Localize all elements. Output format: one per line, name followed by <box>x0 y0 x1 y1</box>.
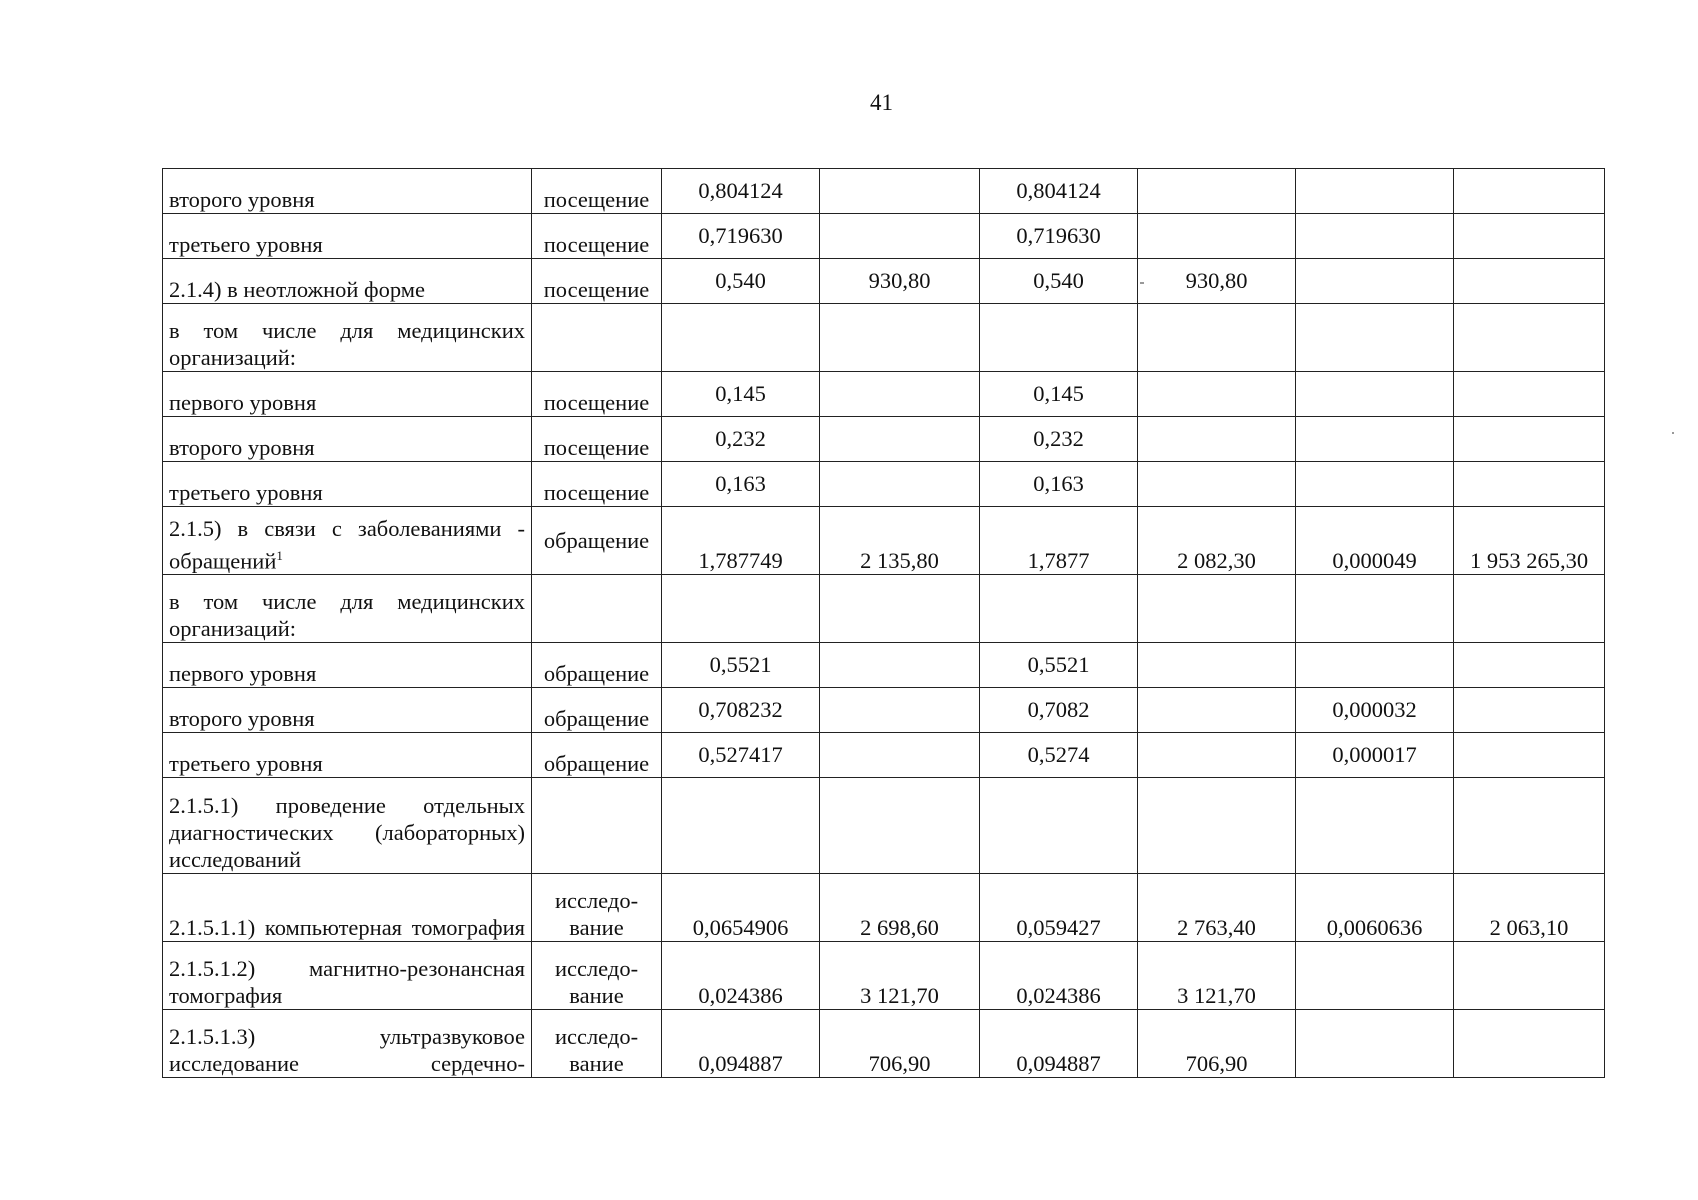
row-unit: посещение <box>532 169 662 214</box>
row-unit: посещение <box>532 259 662 304</box>
row-name: третьего уровня <box>163 214 532 259</box>
cell-value <box>662 778 820 874</box>
table-row <box>163 942 1605 1010</box>
row-name-text: 2.1.5) в связи с заболеваниями - обращений <box>169 515 525 573</box>
row-unit <box>532 575 662 643</box>
cell-value <box>820 304 980 372</box>
row-name: 2.1.5.1.3) ультразвуковое исследование сердечно- <box>163 1010 532 1078</box>
table-row <box>163 778 1605 874</box>
row-unit <box>532 304 662 372</box>
cell-value <box>1138 214 1296 259</box>
cell-value: 3 121,70 <box>820 942 980 1010</box>
cell-value <box>662 575 820 643</box>
cell-value: 0,145 <box>980 372 1138 417</box>
row-name: второго уровня <box>163 417 532 462</box>
row-name: в том числе для медицинских организаций: <box>163 575 532 643</box>
cell-value <box>1454 778 1605 874</box>
table-row <box>163 259 1605 304</box>
cell-value <box>1296 942 1454 1010</box>
row-unit: обращение <box>532 688 662 733</box>
cell-value: 0,804124 <box>980 169 1138 214</box>
row-unit: посещение <box>532 372 662 417</box>
cell-value: 1 953 265,30 <box>1454 507 1605 575</box>
table-row <box>163 304 1605 372</box>
row-unit: посещение <box>532 214 662 259</box>
cell-value: 0,5521 <box>980 643 1138 688</box>
cell-value: 0,000017 <box>1296 733 1454 778</box>
row-unit <box>532 778 662 874</box>
cell-value <box>1454 372 1605 417</box>
cell-value <box>1454 575 1605 643</box>
cell-value: 930,80 <box>1138 259 1296 304</box>
cell-value <box>1296 778 1454 874</box>
row-name: первого уровня <box>163 643 532 688</box>
cell-value: 1,787749 <box>662 507 820 575</box>
row-name: 2.1.5.1) проведение отдельных диагностических (лабораторных) исследований <box>163 778 532 874</box>
cell-value: 2 698,60 <box>820 874 980 942</box>
cell-value <box>1296 214 1454 259</box>
cell-value: 930,80 <box>820 259 980 304</box>
cell-value: 706,90 <box>1138 1010 1296 1078</box>
cell-value: 0,145 <box>662 372 820 417</box>
cell-value <box>1138 643 1296 688</box>
cell-value <box>820 643 980 688</box>
page-number: 41 <box>870 90 893 115</box>
cell-value <box>1138 372 1296 417</box>
cell-value <box>1454 643 1605 688</box>
table-row <box>163 372 1605 417</box>
cell-value <box>1138 304 1296 372</box>
cell-value <box>1138 733 1296 778</box>
cell-value <box>1454 259 1605 304</box>
cell-value: 0,527417 <box>662 733 820 778</box>
table-row <box>163 214 1605 259</box>
table-row <box>163 874 1605 942</box>
cell-value: 0,094887 <box>980 1010 1138 1078</box>
cell-value: 0,719630 <box>662 214 820 259</box>
cell-value <box>1454 462 1605 507</box>
cell-value <box>1296 259 1454 304</box>
row-name: в том числе для медицинских организаций: <box>163 304 532 372</box>
row-name: 2.1.5.1.1) компьютерная томография <box>163 874 532 942</box>
scan-artifact-dot <box>1672 432 1674 434</box>
cell-value <box>662 304 820 372</box>
cell-value <box>980 778 1138 874</box>
cell-value <box>820 688 980 733</box>
cell-value: 2 082,30 <box>1138 507 1296 575</box>
cell-value <box>1454 733 1605 778</box>
row-name: третьего уровня <box>163 733 532 778</box>
row-unit: исследо- вание <box>532 1010 662 1078</box>
row-unit: исследо- вание <box>532 942 662 1010</box>
table-row <box>163 688 1605 733</box>
row-unit: обращение <box>532 733 662 778</box>
cell-value: 0,024386 <box>662 942 820 1010</box>
cell-value: 0,540 <box>662 259 820 304</box>
row-name <box>163 507 532 575</box>
cell-value <box>1454 304 1605 372</box>
cell-value <box>980 575 1138 643</box>
cell-value <box>1296 417 1454 462</box>
cell-value <box>1296 304 1454 372</box>
table-row <box>163 169 1605 214</box>
cell-value <box>980 304 1138 372</box>
cell-value <box>1454 417 1605 462</box>
cell-value: 0,5274 <box>980 733 1138 778</box>
cell-value: 0,163 <box>980 462 1138 507</box>
cell-value <box>1454 1010 1605 1078</box>
cell-value: 0,232 <box>980 417 1138 462</box>
row-name: второго уровня <box>163 169 532 214</box>
scan-artifact-dash <box>1140 282 1144 284</box>
table-row <box>163 643 1605 688</box>
cell-value <box>1296 372 1454 417</box>
data-table <box>162 168 1605 1078</box>
cell-value <box>1296 169 1454 214</box>
cell-value: 0,7082 <box>980 688 1138 733</box>
footnote-marker: 1 <box>276 547 283 563</box>
cell-value: 2 135,80 <box>820 507 980 575</box>
cell-value: 0,000032 <box>1296 688 1454 733</box>
row-name: 2.1.5.1.2) магнитно-резонансная томография <box>163 942 532 1010</box>
cell-value <box>820 372 980 417</box>
row-unit: посещение <box>532 462 662 507</box>
cell-value: 0,094887 <box>662 1010 820 1078</box>
cell-value <box>1454 688 1605 733</box>
cell-value <box>1296 1010 1454 1078</box>
cell-value: 0,024386 <box>980 942 1138 1010</box>
cell-value: 0,719630 <box>980 214 1138 259</box>
cell-value <box>1296 575 1454 643</box>
cell-value: 0,540 <box>980 259 1138 304</box>
cell-value <box>1138 169 1296 214</box>
cell-value <box>1138 778 1296 874</box>
cell-value <box>1296 462 1454 507</box>
cell-value: 0,000049 <box>1296 507 1454 575</box>
cell-value: 2 063,10 <box>1454 874 1605 942</box>
cell-value <box>1296 643 1454 688</box>
cell-value: 0,5521 <box>662 643 820 688</box>
table-row <box>163 733 1605 778</box>
cell-value <box>1454 942 1605 1010</box>
table-row <box>163 575 1605 643</box>
cell-value <box>820 417 980 462</box>
cell-value: 0,804124 <box>662 169 820 214</box>
cell-value: 0,232 <box>662 417 820 462</box>
cell-value <box>820 169 980 214</box>
row-name: первого уровня <box>163 372 532 417</box>
cell-value <box>820 733 980 778</box>
cell-value: 0,059427 <box>980 874 1138 942</box>
table-row <box>163 1010 1605 1078</box>
table-row <box>163 507 1605 575</box>
cell-value <box>1138 688 1296 733</box>
row-unit: посещение <box>532 417 662 462</box>
cell-value: 1,7877 <box>980 507 1138 575</box>
cell-value: 706,90 <box>820 1010 980 1078</box>
cell-value <box>820 462 980 507</box>
cell-value <box>1454 169 1605 214</box>
cell-value: 0,708232 <box>662 688 820 733</box>
row-unit: исследо- вание <box>532 874 662 942</box>
row-unit: обращение <box>532 507 662 575</box>
cell-value: 3 121,70 <box>1138 942 1296 1010</box>
row-unit: обращение <box>532 643 662 688</box>
cell-value: 2 763,40 <box>1138 874 1296 942</box>
table-row <box>163 462 1605 507</box>
cell-value <box>820 214 980 259</box>
cell-value <box>1138 462 1296 507</box>
cell-value: 0,0654906 <box>662 874 820 942</box>
cell-value <box>1138 575 1296 643</box>
row-name: второго уровня <box>163 688 532 733</box>
cell-value <box>1454 214 1605 259</box>
cell-value: 0,163 <box>662 462 820 507</box>
cell-value: 0,0060636 <box>1296 874 1454 942</box>
row-name: 2.1.4) в неотложной форме <box>163 259 532 304</box>
cell-value <box>1138 417 1296 462</box>
row-name: третьего уровня <box>163 462 532 507</box>
table-row <box>163 417 1605 462</box>
cell-value <box>820 575 980 643</box>
cell-value <box>820 778 980 874</box>
